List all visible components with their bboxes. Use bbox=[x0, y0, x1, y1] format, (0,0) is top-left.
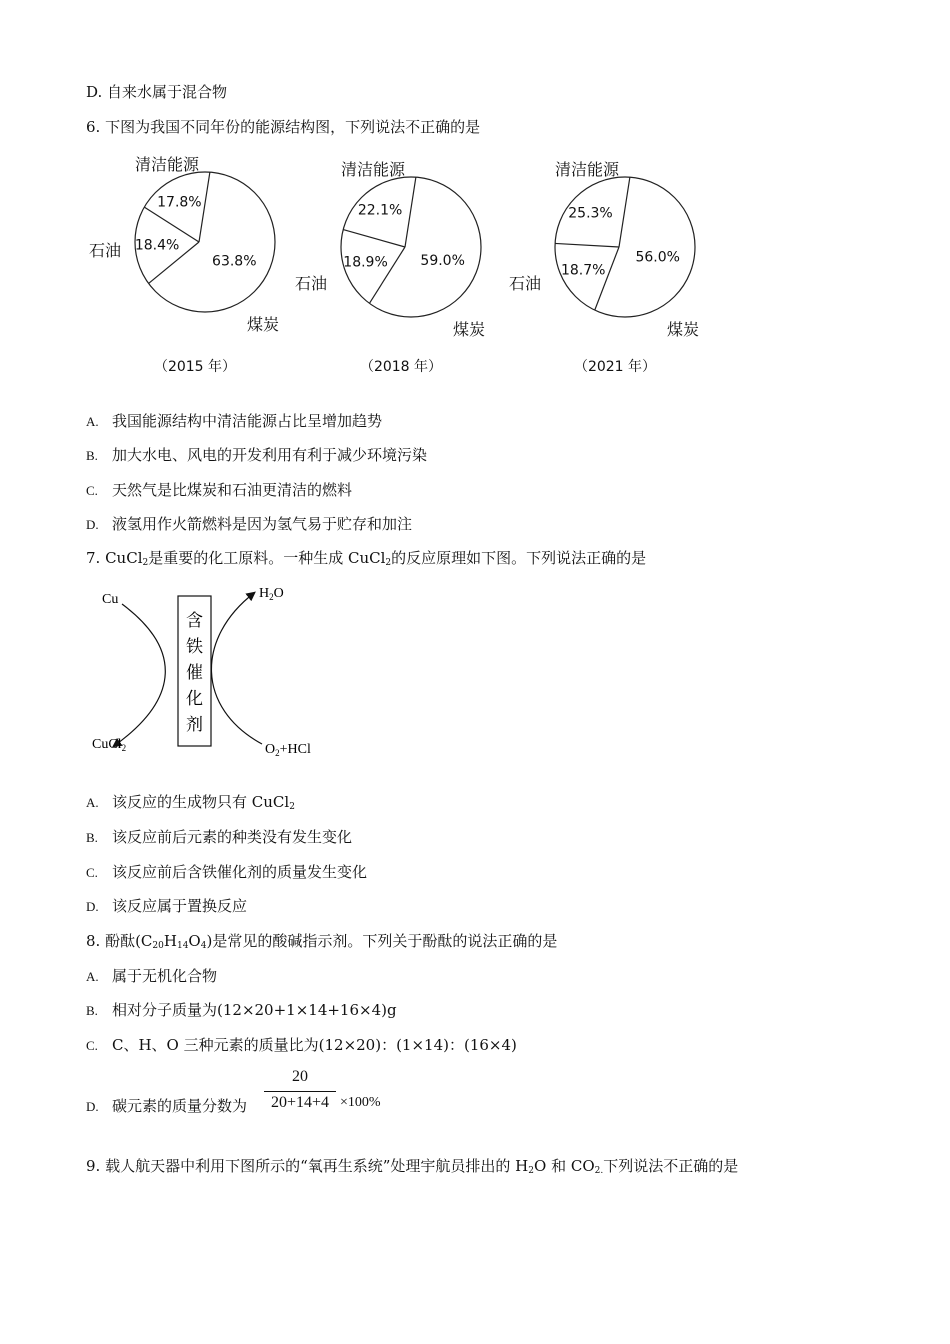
label-cu: Cu bbox=[102, 592, 119, 607]
option-text: C、H、O 三种元素的质量比为(12×20)：(1×14)：(16×4) bbox=[112, 1036, 517, 1054]
q8-option-d[interactable] bbox=[86, 1096, 247, 1117]
cucl2-reaction-diagram bbox=[86, 578, 346, 763]
pie-label-coal: 煤炭 bbox=[247, 315, 280, 334]
option-text: 该反应前后含铁催化剂的质量发生变化 bbox=[112, 863, 368, 881]
option-text: 相对分子质量为(12×20+1×14+16×4)g bbox=[112, 1001, 397, 1019]
option-letter: C. bbox=[86, 1038, 98, 1053]
q6-option-a[interactable] bbox=[86, 411, 382, 432]
pie-chart-2 bbox=[509, 160, 699, 375]
q8-stem-part: O bbox=[188, 932, 201, 950]
q7-stem bbox=[86, 548, 646, 573]
pie-slice-oil-value: 18.7% bbox=[560, 262, 606, 279]
option-letter: A. bbox=[86, 795, 99, 810]
q9-stem-part: O 和 CO bbox=[534, 1157, 595, 1175]
pie-slice-coal-value: 63.8% bbox=[212, 253, 257, 270]
option-letter: D. bbox=[86, 517, 99, 532]
pie-slice-oil-value: 18.4% bbox=[134, 237, 180, 254]
option-letter: A. bbox=[86, 414, 99, 429]
q7-stem-part: 7. CuCl bbox=[86, 549, 143, 567]
q8-option-c[interactable] bbox=[86, 1035, 517, 1056]
q7-option-b[interactable] bbox=[86, 827, 352, 848]
catalyst-char: 铁 bbox=[186, 637, 203, 657]
pie-label-oil: 石油 bbox=[295, 274, 328, 293]
q7-stem-part: 的反应原理如下图。下列说法正确的是 bbox=[391, 549, 647, 567]
option-letter: D. bbox=[86, 899, 99, 914]
q7-stem-part: 是重要的化工原料。一种生成 CuCl bbox=[148, 549, 386, 567]
q5-option-d: D. 自来水属于混合物 bbox=[86, 83, 228, 101]
subscript: 14 bbox=[176, 941, 189, 951]
option-text: 属于无机化合物 bbox=[112, 967, 218, 985]
subscript: 2. bbox=[594, 1166, 604, 1176]
pie-year-label: （2021 年） bbox=[573, 359, 657, 375]
option-text: 该反应前后元素的种类没有发生变化 bbox=[112, 828, 353, 846]
subscript: 4 bbox=[200, 941, 207, 951]
option-letter: D. bbox=[86, 1099, 99, 1114]
q7-option-c[interactable] bbox=[86, 862, 367, 883]
subscript: 2 bbox=[275, 748, 280, 758]
pie-slice-clean-value: 22.1% bbox=[357, 202, 403, 219]
fraction-numerator: 20 bbox=[292, 1068, 308, 1085]
subscript: 2 bbox=[142, 558, 149, 568]
pie-slice-clean-value: 25.3% bbox=[568, 205, 613, 222]
q8-stem-part: )是常见的酸碱指示剂。下列关于酚酞的说法正确的是 bbox=[206, 932, 558, 950]
subscript: 2 bbox=[289, 802, 295, 812]
catalyst-char: 含 bbox=[186, 611, 203, 631]
subscript: 2 bbox=[269, 592, 274, 602]
fraction-denominator: 20+14+4 bbox=[270, 1094, 330, 1111]
q7-option-a[interactable] bbox=[86, 792, 295, 817]
q7-option-d[interactable] bbox=[86, 896, 247, 917]
energy-structure-pie-charts bbox=[80, 150, 740, 390]
option-text: 碳元素的质量分数为 bbox=[112, 1097, 248, 1115]
option-letter: B. bbox=[86, 830, 98, 845]
subscript: 2 bbox=[528, 1166, 535, 1176]
pie-year-label: （2018 年） bbox=[359, 359, 443, 375]
pie-outline bbox=[341, 177, 481, 317]
right-reaction-arrow bbox=[211, 593, 262, 744]
pie-slice-oil-value: 18.9% bbox=[343, 254, 388, 271]
q8-stem bbox=[86, 931, 557, 956]
pie-label-clean: 清洁能源 bbox=[135, 155, 200, 174]
fraction-bar bbox=[264, 1091, 336, 1092]
pie-label-coal: 煤炭 bbox=[453, 320, 486, 339]
pie-label-oil: 石油 bbox=[89, 241, 122, 260]
option-text: 该反应属于置换反应 bbox=[112, 897, 248, 915]
subscript: 2 bbox=[121, 743, 127, 753]
q9-stem bbox=[86, 1156, 738, 1181]
option-letter: C. bbox=[86, 865, 98, 880]
option-letter: C. bbox=[86, 483, 98, 498]
q8-stem-part: 8. 酚酞(C bbox=[86, 932, 153, 950]
pie-label-clean: 清洁能源 bbox=[555, 160, 620, 179]
pie-label-coal: 煤炭 bbox=[667, 320, 700, 339]
option-text: 我国能源结构中清洁能源占比呈增加趋势 bbox=[112, 412, 383, 430]
q9-stem-part: 下列说法不正确的是 bbox=[603, 1157, 739, 1175]
option-letter: A. bbox=[86, 969, 99, 984]
q9-stem-part: 9. 载人航天器中利用下图所示的“氧再生系统”处理宇航员排出的 H bbox=[86, 1157, 529, 1175]
subscript: 20 bbox=[152, 941, 164, 951]
pie-label-oil: 石油 bbox=[509, 274, 542, 293]
pie-label-clean: 清洁能源 bbox=[341, 160, 406, 179]
pie-outline bbox=[555, 177, 695, 317]
q6-option-d[interactable] bbox=[86, 514, 412, 535]
option-text: 天然气是比煤炭和石油更清洁的燃料 bbox=[112, 481, 353, 499]
option-letter: B. bbox=[86, 448, 98, 463]
option-text: 该反应的生成物只有 CuCl bbox=[112, 793, 290, 811]
q6-option-c[interactable] bbox=[86, 480, 352, 501]
option-text: 液氢用作火箭燃料是因为氢气易于贮存和加注 bbox=[112, 515, 413, 533]
pie-chart-0 bbox=[89, 155, 279, 375]
pie-slice-coal-value: 56.0% bbox=[635, 249, 680, 266]
formula-part: H bbox=[259, 586, 270, 601]
left-reaction-arrow bbox=[114, 604, 165, 746]
q6-stem: 6. 下图为我国不同年份的能源结构图，下列说法不正确的是 bbox=[86, 118, 481, 136]
q8-option-a[interactable] bbox=[86, 966, 217, 987]
option-text: 加大水电、风电的开发利用有利于减少环境污染 bbox=[112, 446, 428, 464]
q8-option-b[interactable] bbox=[86, 1000, 397, 1021]
formula-part: O bbox=[265, 742, 276, 757]
q8-stem-part: H bbox=[163, 932, 177, 950]
fraction-tail: ×100% bbox=[340, 1095, 381, 1110]
option-letter: B. bbox=[86, 1003, 98, 1018]
formula-part: O bbox=[273, 586, 284, 601]
pie-slice-coal-value: 59.0% bbox=[420, 253, 465, 270]
pie-slice-clean-value: 17.8% bbox=[157, 194, 202, 211]
catalyst-char: 化 bbox=[186, 689, 203, 709]
subscript: 2 bbox=[385, 558, 392, 568]
label-o2-hcl bbox=[265, 742, 311, 758]
catalyst-char: 催 bbox=[186, 663, 203, 683]
formula-part: CuCl bbox=[92, 737, 122, 752]
pie-year-label: （2015 年） bbox=[153, 359, 237, 375]
label-h2o bbox=[259, 586, 284, 602]
catalyst-char: 剂 bbox=[186, 715, 203, 735]
formula-part: +HCl bbox=[279, 742, 311, 757]
pie-chart-1 bbox=[295, 160, 485, 375]
q6-option-b[interactable] bbox=[86, 445, 427, 466]
label-cucl2 bbox=[92, 737, 126, 753]
